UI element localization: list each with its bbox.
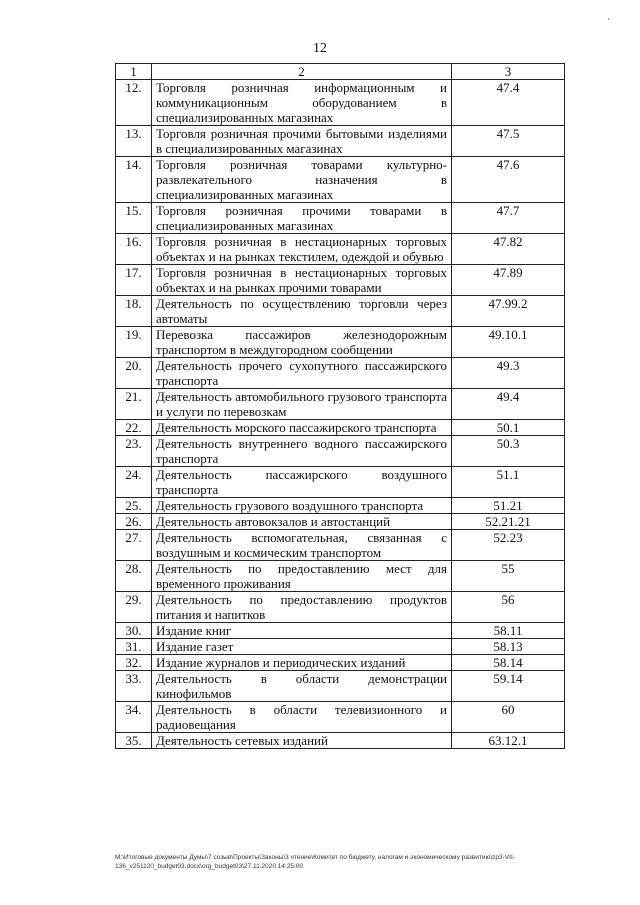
row-number: 20. xyxy=(116,358,152,389)
row-description: Деятельность пассажирского воздушного транспорта xyxy=(152,467,452,498)
row-code: 58.14 xyxy=(452,655,565,671)
table-row xyxy=(116,80,565,126)
table-row xyxy=(116,420,565,436)
row-code: 56 xyxy=(452,592,565,623)
row-description: Перевозка пассажиров железнодорожным транспортом в междугородном сообщении xyxy=(152,327,452,358)
row-number: 24. xyxy=(116,467,152,498)
table-header-row xyxy=(116,64,565,80)
row-description: Деятельность в области демонстрации кинофильмов xyxy=(152,671,452,702)
table-row xyxy=(116,592,565,623)
row-description: Деятельность внутреннего водного пассажирского транспорта xyxy=(152,436,452,467)
column-header-code: 3 xyxy=(452,64,565,80)
table-row xyxy=(116,561,565,592)
row-number: 19. xyxy=(116,327,152,358)
row-description: Издание газет xyxy=(152,639,452,655)
table-row xyxy=(116,655,565,671)
row-description: Деятельность вспомогательная, связанная с воздушным и космическим транспортом xyxy=(152,530,452,561)
row-code: 50.3 xyxy=(452,436,565,467)
row-code: 49.4 xyxy=(452,389,565,420)
row-code: 49.10.1 xyxy=(452,327,565,358)
row-number: 13. xyxy=(116,126,152,157)
row-code: 47.89 xyxy=(452,265,565,296)
file-path-footer: M:\Итоговые документы Думы\7 созыв\Проекты\Законы\3 чтение\Комитет по бюджету, налогам и экономическому развитию\zp3-VII-136_v251120_budget03.docx\org_budget03\27.11.2020 14:25:00 xyxy=(115,854,515,870)
scan-mark xyxy=(608,18,609,20)
row-number: 14. xyxy=(116,157,152,203)
row-code: 63.12.1 xyxy=(452,733,565,749)
row-number: 21. xyxy=(116,389,152,420)
table-row xyxy=(116,671,565,702)
page-number: 12 xyxy=(313,41,327,56)
table-row xyxy=(116,265,565,296)
row-code: 59.14 xyxy=(452,671,565,702)
row-code: 55 xyxy=(452,561,565,592)
row-description: Торговля розничная в нестационарных торговых объектах и на рынках текстилем, одеждой и обувью xyxy=(152,234,452,265)
row-number: 35. xyxy=(116,733,152,749)
table-row xyxy=(116,157,565,203)
table-row xyxy=(116,358,565,389)
row-description: Торговля розничная товарами культурно-развлекательного назначения в специализированных магазинах xyxy=(152,157,452,203)
row-number: 26. xyxy=(116,514,152,530)
row-code: 58.11 xyxy=(452,623,565,639)
row-number: 28. xyxy=(116,561,152,592)
row-description: Деятельность прочего сухопутного пассажирского транспорта xyxy=(152,358,452,389)
row-number: 30. xyxy=(116,623,152,639)
row-description: Деятельность морского пассажирского транспорта xyxy=(152,420,452,436)
table-body xyxy=(116,80,565,749)
row-code: 51.1 xyxy=(452,467,565,498)
row-number: 12. xyxy=(116,80,152,126)
row-number: 17. xyxy=(116,265,152,296)
table-row xyxy=(116,203,565,234)
row-code: 47.99.2 xyxy=(452,296,565,327)
table-row xyxy=(116,498,565,514)
table-row xyxy=(116,702,565,733)
table-row xyxy=(116,467,565,498)
row-number: 23. xyxy=(116,436,152,467)
row-code: 60 xyxy=(452,702,565,733)
row-description: Торговля розничная информационным и коммуникационным оборудованием в специализированных магазинах xyxy=(152,80,452,126)
row-code: 47.6 xyxy=(452,157,565,203)
row-number: 32. xyxy=(116,655,152,671)
row-description: Деятельность грузового воздушного транспорта xyxy=(152,498,452,514)
table-row xyxy=(116,639,565,655)
row-number: 27. xyxy=(116,530,152,561)
row-description: Торговля розничная прочими бытовыми изделиями в специализированных магазинах xyxy=(152,126,452,157)
table-row xyxy=(116,436,565,467)
table-row xyxy=(116,514,565,530)
column-header-description: 2 xyxy=(152,64,452,80)
row-number: 15. xyxy=(116,203,152,234)
table-row xyxy=(116,234,565,265)
row-description: Деятельность автовокзалов и автостанций xyxy=(152,514,452,530)
row-code: 47.4 xyxy=(452,80,565,126)
activity-codes-table xyxy=(115,63,565,749)
row-code: 47.7 xyxy=(452,203,565,234)
row-description: Издание книг xyxy=(152,623,452,639)
row-number: 33. xyxy=(116,671,152,702)
row-code: 47.82 xyxy=(452,234,565,265)
row-number: 31. xyxy=(116,639,152,655)
row-code: 58.13 xyxy=(452,639,565,655)
table-row xyxy=(116,327,565,358)
row-code: 47.5 xyxy=(452,126,565,157)
row-description: Деятельность по осуществлению торговли через автоматы xyxy=(152,296,452,327)
row-description: Деятельность сетевых изданий xyxy=(152,733,452,749)
row-code: 51.21 xyxy=(452,498,565,514)
row-code: 52.23 xyxy=(452,530,565,561)
table-row xyxy=(116,126,565,157)
row-description: Торговля розничная прочими товарами в специализированных магазинах xyxy=(152,203,452,234)
row-description: Деятельность автомобильного грузового транспорта и услуги по перевозкам xyxy=(152,389,452,420)
row-number: 29. xyxy=(116,592,152,623)
table-row xyxy=(116,389,565,420)
row-number: 22. xyxy=(116,420,152,436)
row-description: Издание журналов и периодических изданий xyxy=(152,655,452,671)
column-header-number: 1 xyxy=(116,64,152,80)
row-description: Деятельность по предоставлению мест для временного проживания xyxy=(152,561,452,592)
row-description: Торговля розничная в нестационарных торговых объектах и на рынках прочими товарами xyxy=(152,265,452,296)
table-row xyxy=(116,623,565,639)
table-row xyxy=(116,733,565,749)
row-number: 25. xyxy=(116,498,152,514)
table-row xyxy=(116,296,565,327)
row-number: 18. xyxy=(116,296,152,327)
table-row xyxy=(116,530,565,561)
row-code: 50.1 xyxy=(452,420,565,436)
row-number: 34. xyxy=(116,702,152,733)
row-description: Деятельность по предоставлению продуктов питания и напитков xyxy=(152,592,452,623)
row-code: 49.3 xyxy=(452,358,565,389)
row-description: Деятельность в области телевизионного и радиовещания xyxy=(152,702,452,733)
row-code: 52.21.21 xyxy=(452,514,565,530)
row-number: 16. xyxy=(116,234,152,265)
